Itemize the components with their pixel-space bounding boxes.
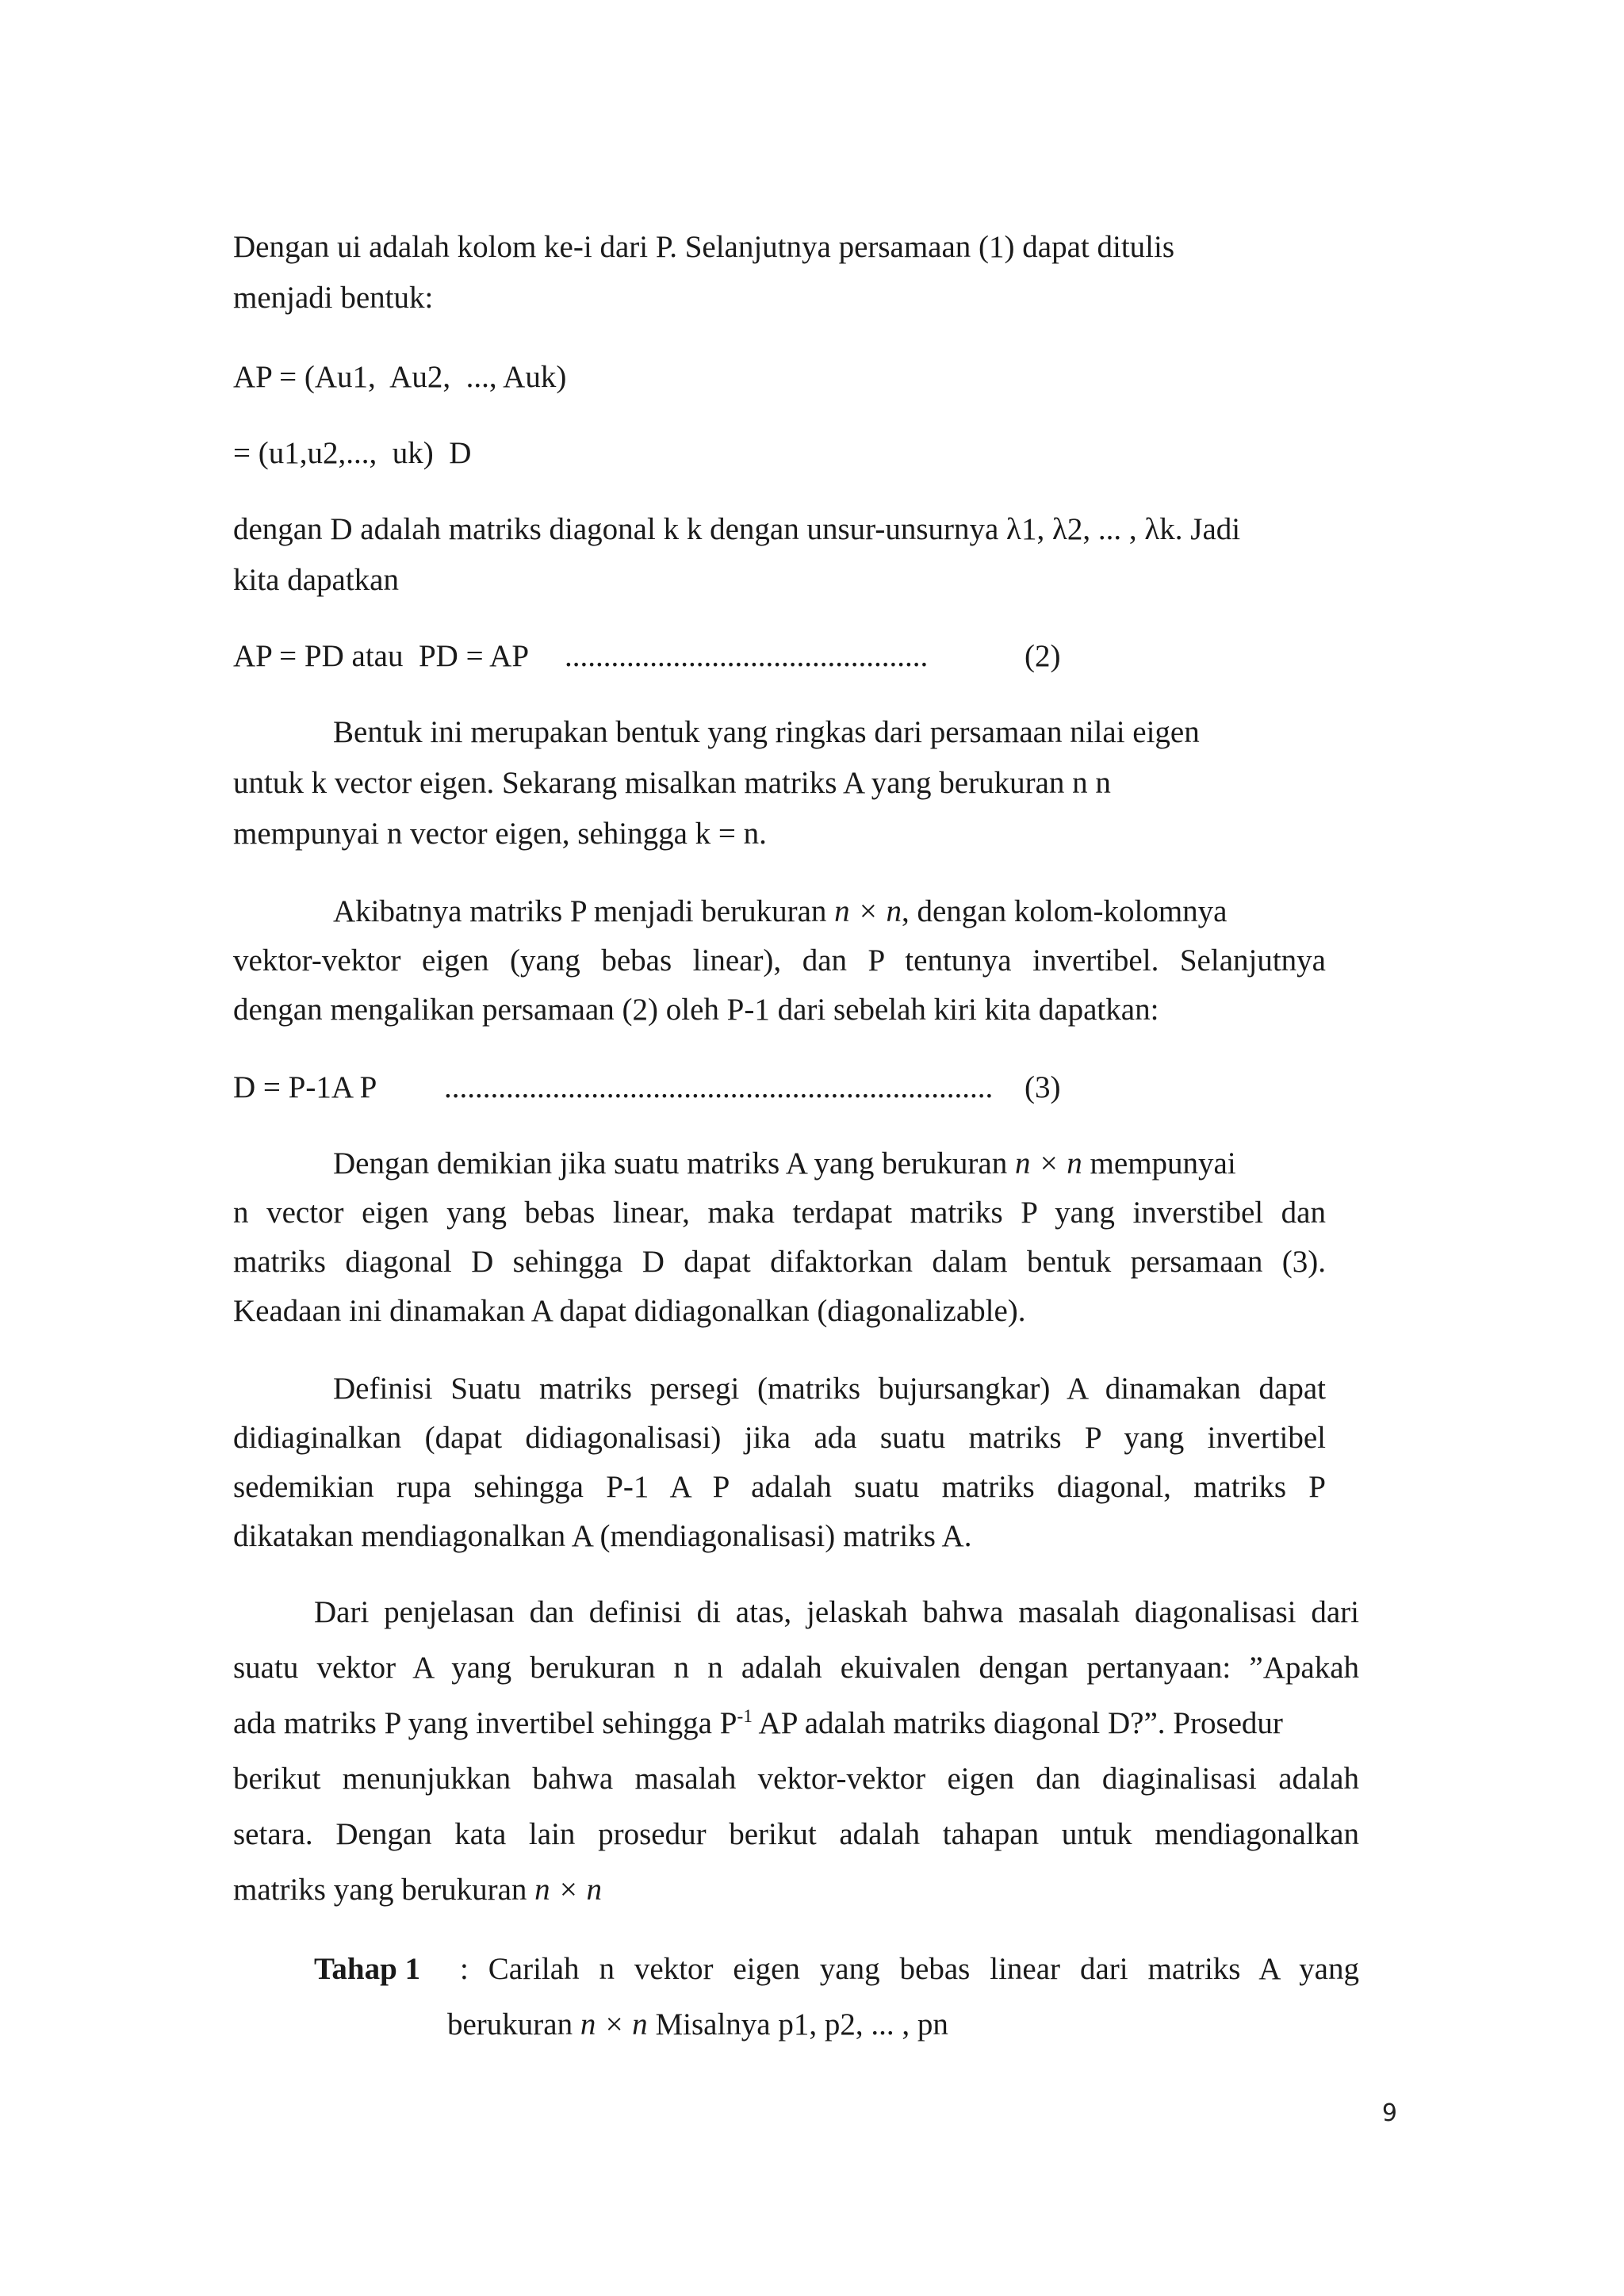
equation-2-number: (2) xyxy=(1025,639,1061,673)
p4-line-1-b: , dengan kolom-kolomnya xyxy=(901,894,1228,928)
p7-line-3-b: AP adalah matriks diagonal D?”. Prosedur xyxy=(752,1706,1283,1740)
tahap-1-label: Tahap 1 xyxy=(314,1952,421,1986)
p5-line-1-a: Dengan demikian jika suatu matriks A yang berukuran xyxy=(333,1146,1008,1181)
paragraph-4-line-1 xyxy=(333,891,1228,932)
paragraph-3-line-3: mempunyai n vector eigen, sehingga k = n. xyxy=(233,817,767,851)
page-number: 9 xyxy=(1381,2099,1397,2127)
paragraph-7-line-2: suatu vektor A yang berukuran n n adalah ekuivalen dengan pertanyaan: ”Apakah xyxy=(233,1651,1359,1685)
paragraph-2-line-2: kita dapatkan xyxy=(233,563,399,597)
paragraph-7-line-6 xyxy=(233,1869,602,1911)
p5-line-1-b: mempunyai xyxy=(1090,1146,1236,1181)
paragraph-7-line-1: Dari penjelasan dan definisi di atas, jelaskah bahwa masalah diagonalisasi dari xyxy=(314,1595,1359,1629)
tahap-1-line-2-a: berukuran xyxy=(447,2007,573,2042)
equation-2-dots: ............................................... xyxy=(565,639,929,673)
math-n-times-n: n × n xyxy=(1014,1146,1082,1181)
paragraph-7-line-4: berikut menunjukkan bahwa masalah vektor-vektor eigen dan diaginalisasi adalah xyxy=(233,1762,1359,1796)
paragraph-7-line-3 xyxy=(233,1703,1283,1744)
math-n-times-n: n × n xyxy=(580,2007,648,2042)
equation-3-lhs: D = P-1A P xyxy=(233,1070,377,1104)
tahap-1-line-1: : Carilah n vektor eigen yang bebas linear dari matriks A yang xyxy=(460,1952,1359,1986)
tahap-1-line-2-b: Misalnya p1, p2, ... , pn xyxy=(655,2007,948,2042)
math-n-times-n: n × n xyxy=(534,1873,602,1907)
p7-line-6-a: matriks yang berukuran xyxy=(233,1873,527,1907)
math-n-times-n: n × n xyxy=(834,894,902,928)
paragraph-2-line-1: dengan D adalah matriks diagonal k k dengan unsur-unsurnya λ1, λ2, ... , λk. Jadi xyxy=(233,512,1241,546)
equation-ap: AP = (Au1, Au2, ..., Auk) xyxy=(233,360,567,394)
paragraph-6-line-1: Definisi Suatu matriks persegi (matriks bujursangkar) A dinamakan dapat xyxy=(333,1372,1326,1406)
paragraph-5-line-4: Keadaan ini dinamakan A dapat didiagonalkan (diagonalizable). xyxy=(233,1294,1026,1328)
p4-line-1-a: Akibatnya matriks P menjadi berukuran xyxy=(333,894,827,928)
p7-line-3-a: ada matriks P yang invertibel sehingga P xyxy=(233,1706,737,1740)
paragraph-5-line-3: matriks diagonal D sehingga D dapat difaktorkan dalam bentuk persamaan (3). xyxy=(233,1245,1326,1279)
paragraph-4-line-2: vektor-vektor eigen (yang bebas linear), dan P tentunya invertibel. Selanjutnya xyxy=(233,943,1326,978)
paragraph-6-line-2: didiaginalkan (dapat didiagonalisasi) jika ada suatu matriks P yang invertibel xyxy=(233,1421,1326,1455)
paragraph-5-line-2: n vector eigen yang bebas linear, maka terdapat matriks P yang inverstibel dan xyxy=(233,1196,1326,1230)
tahap-1-line-2 xyxy=(447,2004,948,2045)
equation-3-number: (3) xyxy=(1025,1070,1061,1104)
equation-3-dots: ....................................................................... xyxy=(444,1070,994,1104)
paragraph-6-line-4: dikatakan mendiagonalkan A (mendiagonalisasi) matriks A. xyxy=(233,1519,972,1553)
equation-u: = (u1,u2,..., uk) D xyxy=(233,436,472,470)
paragraph-7-line-5: setara. Dengan kata lain prosedur berikut adalah tahapan untuk mendiagonalkan xyxy=(233,1817,1359,1851)
paragraph-1-line-2: menjadi bentuk: xyxy=(233,281,434,315)
paragraph-6-line-3: sedemikian rupa sehingga P-1 A P adalah suatu matriks diagonal, matriks P xyxy=(233,1470,1326,1504)
paragraph-3-line-1: Bentuk ini merupakan bentuk yang ringkas dari persamaan nilai eigen xyxy=(333,715,1200,749)
superscript-minus-one: -1 xyxy=(737,1706,753,1727)
paragraph-3-line-2: untuk k vector eigen. Sekarang misalkan matriks A yang berukuran n n xyxy=(233,766,1111,800)
equation-2-lhs: AP = PD atau PD = AP xyxy=(233,639,530,673)
paragraph-1-line-1: Dengan ui adalah kolom ke-i dari P. Selanjutnya persamaan (1) dapat ditulis xyxy=(233,230,1175,264)
paragraph-5-line-1 xyxy=(333,1143,1236,1184)
paragraph-4-line-3: dengan mengalikan persamaan (2) oleh P-1 dari sebelah kiri kita dapatkan: xyxy=(233,993,1159,1027)
